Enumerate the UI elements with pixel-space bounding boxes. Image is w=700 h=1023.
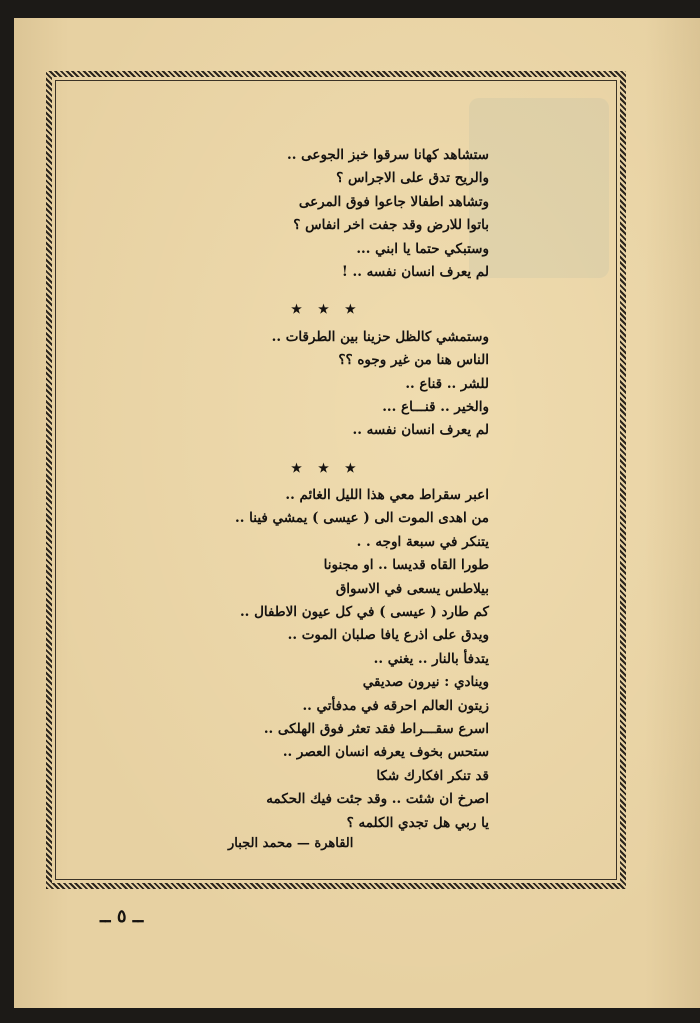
poem-line: يا ربي هل تجدي الكلمه ؟ xyxy=(346,814,489,831)
poem-line: ستشاهد كهانا سرقوا خبز الجوعى .. xyxy=(287,147,489,163)
poem-line: للشر .. قناع .. xyxy=(405,375,489,392)
stanza-2 xyxy=(164,326,489,443)
poem-line: يتدفأ بالنار .. يغني .. xyxy=(373,650,489,667)
poem-line: ويدق على اذرع يافا صلبان الموت .. xyxy=(287,627,489,644)
poem-line: لم يعرف انسان نفسه .. ! xyxy=(341,263,489,280)
poem-line: لم يعرف انسان نفسه .. xyxy=(352,422,489,439)
poem-line: والخير .. قنـــاع ... xyxy=(382,398,489,415)
poem-line: زيتون العالم احرقه في مدفأتي .. xyxy=(302,697,489,714)
poem-line: اصرخ ان شئت .. وقد جئت فيك الحكمه xyxy=(266,791,489,808)
poem-line: والريح تدق على الاجراس ؟ xyxy=(336,170,489,187)
poem-line: اعبر سقراط معي هذا الليل الغائم .. xyxy=(285,487,489,504)
poem-line: يتنكر في سبعة اوجه . . xyxy=(356,533,489,550)
stanza-1 xyxy=(164,144,489,284)
poem-line: وستبكي حتما يا ابني ... xyxy=(356,240,489,257)
stanza-3 xyxy=(164,484,489,835)
poem-line: الناس هنا من غير وجوه ؟؟ xyxy=(338,352,489,369)
poem-signature: القاهرة — محمد الجبار xyxy=(228,836,354,851)
poem-line: قد تنكر افكارك شكا xyxy=(376,767,489,784)
poem-line: من اهدى الموت الى ( عيسى ) يمشي فينا .. xyxy=(235,510,489,527)
poem-line: باتوا للارض وقد جفت اخر انفاس ؟ xyxy=(293,217,489,234)
poem-line: طورا القاه قديسا .. او مجنونا xyxy=(323,557,489,574)
poem-line: ستحس بخوف يعرفه انسان العصر .. xyxy=(282,744,489,761)
page-number: ــ ٥ ــ xyxy=(100,906,144,927)
stanza-separator: ★ ★ ★ xyxy=(291,460,362,475)
poem-line: وينادي : نيرون صديقي xyxy=(362,674,489,691)
poem-line: كم طارد ( عيسى ) في كل عيون الاطفال .. xyxy=(239,604,489,621)
stanza-separator: ★ ★ ★ xyxy=(291,302,362,317)
poem-line: وستمشي كالظل حزينا بين الطرقات .. xyxy=(271,328,489,345)
poem xyxy=(164,144,489,835)
magazine-page xyxy=(14,18,700,1008)
poem-line: اسرع سقـــراط فقد تعثر فوق الهلكى .. xyxy=(263,720,489,737)
poem-line: بيلاطس يسعى في الاسواق xyxy=(335,580,489,597)
poem-line: وتشاهد اطفالا جاعوا فوق المرعى xyxy=(298,193,489,210)
